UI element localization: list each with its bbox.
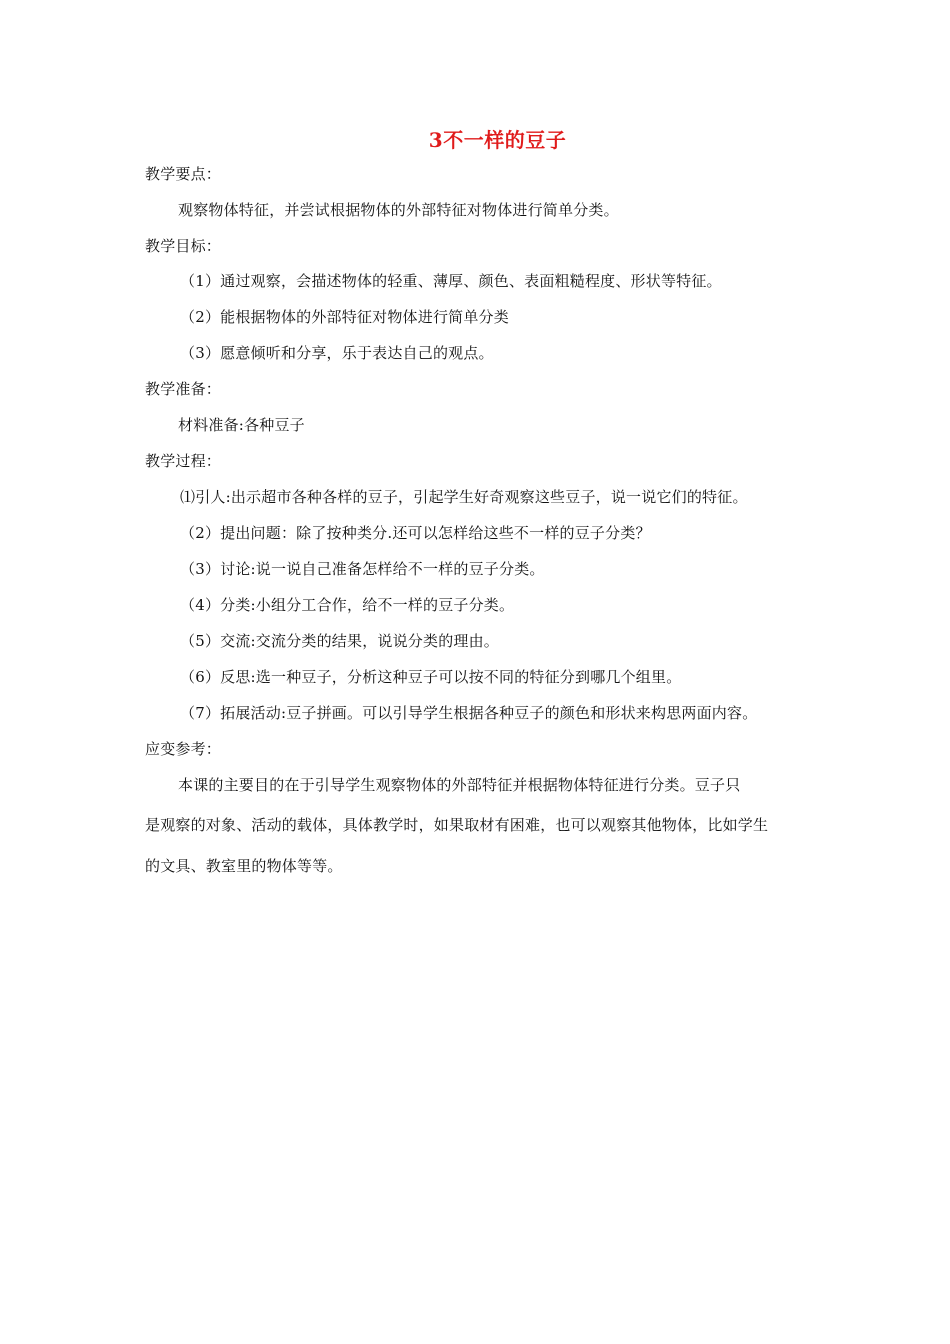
reference-paragraph-line: 的文具、教室里的物体等等。 [145, 857, 343, 875]
document-title: 3不一样的豆子 [428, 128, 567, 152]
key-points-heading: 教学要点： [145, 165, 222, 183]
objective-item: （1）通过观察，会描述物体的轻重、薄厚、颜色、表面粗糙程度、形状等特征。 [180, 272, 722, 290]
process-heading: 教学过程： [145, 452, 222, 470]
preparation-text: 材料准备:各种豆子 [178, 416, 305, 434]
process-item: （4）分类:小组分工合作，给不一样的豆子分类。 [180, 596, 515, 614]
process-item: （7）拓展活动:豆子拼画。可以引导学生根据各种豆子的颜色和形状来构思两面内容。 [180, 704, 758, 722]
key-points-text: 观察物体特征，并尝试根据物体的外部特征对物体进行简单分类。 [178, 201, 619, 219]
process-item: （2）提出问题：除了按种类分.还可以怎样给这些不一样的豆子分类？ [180, 524, 651, 542]
process-item: （6）反思:选一种豆子，分析这种豆子可以按不同的特征分到哪几个组里。 [180, 668, 682, 686]
objective-item: （2）能根据物体的外部特征对物体进行简单分类 [180, 308, 509, 326]
reference-paragraph-line: 本课的主要目的在于引导学生观察物体的外部特征并根据物体特征进行分类。豆子只 [178, 776, 741, 794]
objective-item: （3）愿意倾听和分享，乐于表达自己的观点。 [180, 344, 494, 362]
process-item: （3）讨论:说一说自己准备怎样给不一样的豆子分类。 [180, 560, 545, 578]
reference-paragraph-line: 是观察的对象、活动的载体，具体教学时，如果取材有困难，也可以观察其他物体，比如学生 [145, 816, 769, 834]
process-item: （5）交流:交流分类的结果，说说分类的理由。 [180, 632, 499, 650]
reference-heading: 应变参考： [145, 740, 222, 758]
process-item: ⑴引人:出示超市各种各样的豆子，引起学生好奇观察这些豆子，说一说它们的特征。 [180, 488, 748, 506]
objectives-heading: 教学目标： [145, 237, 222, 255]
preparation-heading: 教学准备： [145, 380, 222, 398]
